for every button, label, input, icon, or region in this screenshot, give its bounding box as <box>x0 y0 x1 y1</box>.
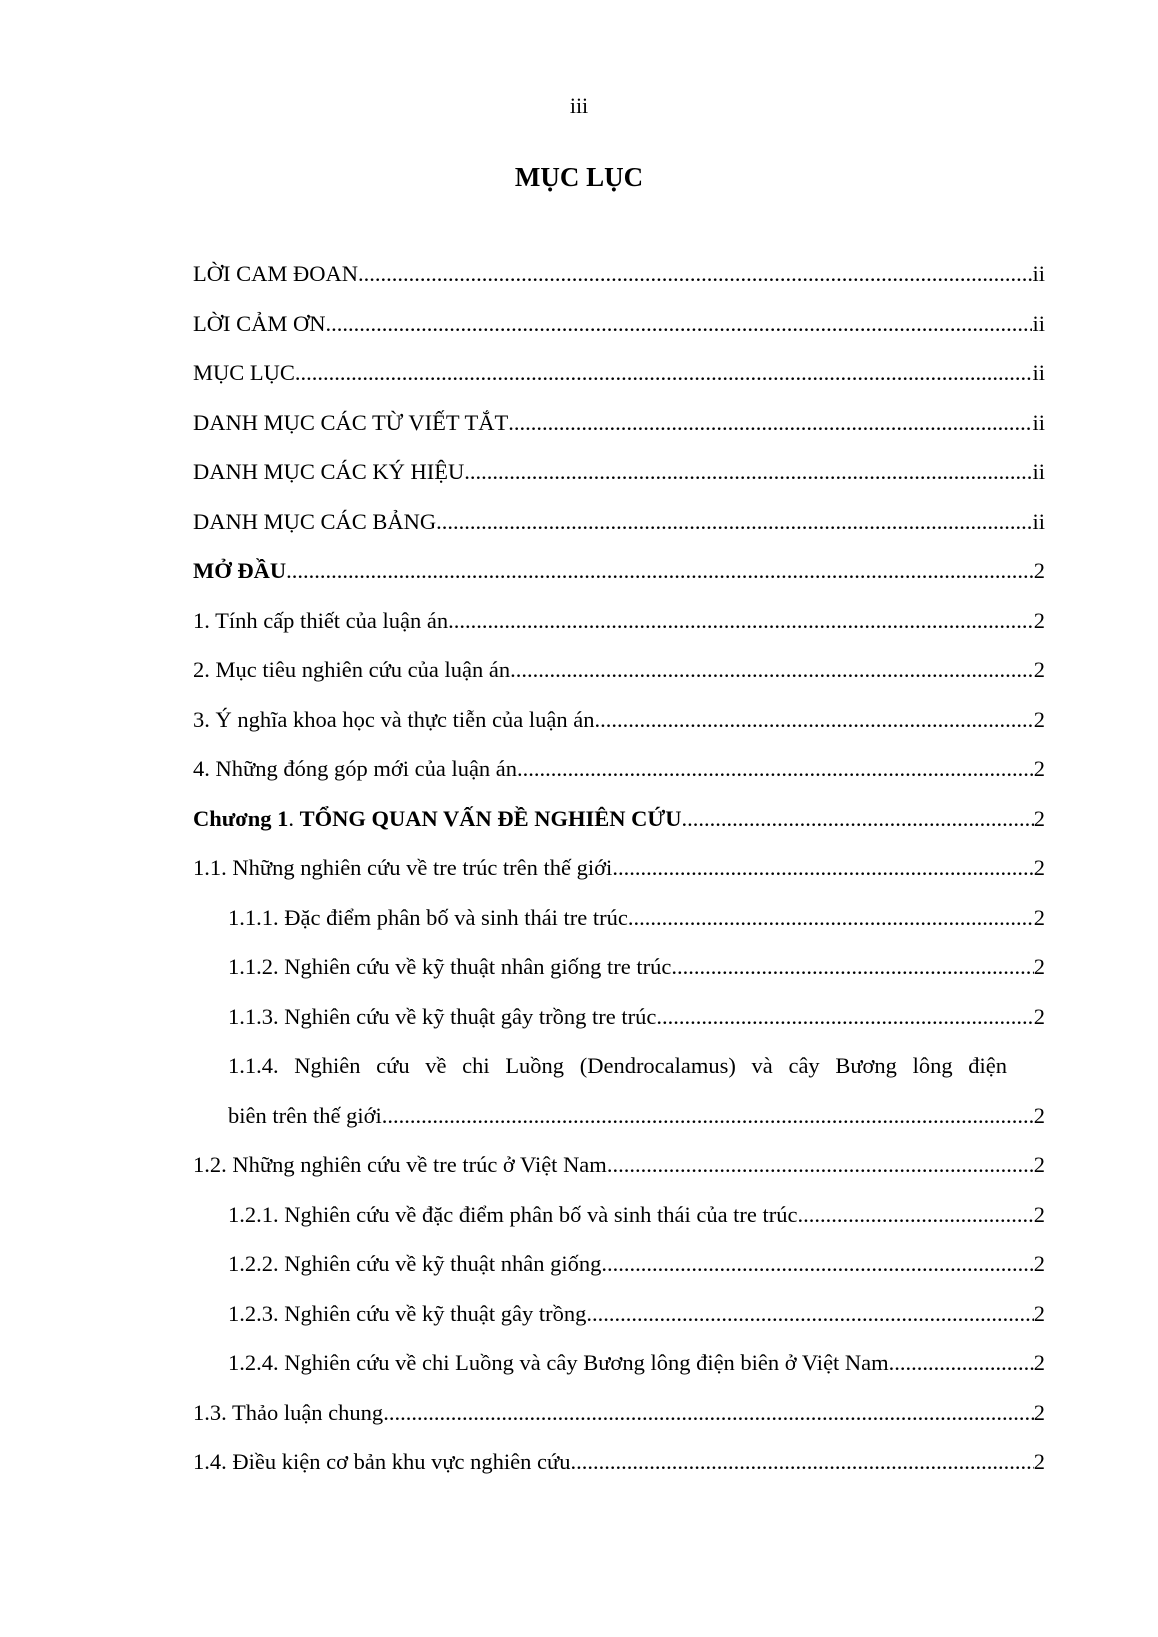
toc-entry-section-2[interactable] <box>193 645 1045 695</box>
toc-label: 1.2.3. Nghiên cứu về kỹ thuật gây trồng <box>228 1300 587 1326</box>
toc-page-number: 2 <box>1033 1003 1045 1029</box>
dot-leader <box>601 1239 1033 1289</box>
toc-page-number: 2 <box>1033 1251 1045 1276</box>
toc-label: 4. Những đóng góp mới của luận án <box>193 756 518 781</box>
toc-label <box>193 794 682 844</box>
dot-leader <box>358 249 1032 299</box>
toc-label: 1.1. Những nghiên cứu về tre trúc trên thế giới <box>193 855 613 880</box>
toc-label: 3. Ý nghĩa khoa học và thực tiễn của luận án <box>193 706 595 732</box>
toc-page-number: 2 <box>1033 756 1045 781</box>
toc-label: 1.1.3. Nghiên cứu về kỹ thuật gây trồng tre trúc <box>228 1003 657 1029</box>
toc-page-number: 2 <box>1033 1201 1045 1227</box>
toc-entry-1-4[interactable] <box>193 1437 1045 1487</box>
toc-label: DANH MỤC CÁC TỪ VIẾT TẮT <box>193 409 509 435</box>
dot-leader <box>382 1091 1034 1141</box>
toc-label: 1. Tính cấp thiết của luận án <box>193 607 449 633</box>
dot-leader <box>594 695 1033 745</box>
toc-page-number: 2 <box>1033 607 1045 633</box>
toc-page-number: ii <box>1032 409 1045 435</box>
toc-label: 1.4. Điều kiện cơ bản khu vực nghiên cứu <box>193 1449 571 1474</box>
toc-page-number: 2 <box>1033 855 1045 880</box>
toc-page-number: 2 <box>1033 1449 1045 1474</box>
toc-entry-loi-cam-on[interactable] <box>193 299 1045 349</box>
toc-entry-mo-dau[interactable] <box>193 546 1045 596</box>
toc-label: 1.1.1. Đặc điểm phân bố và sinh thái tre trúc <box>228 904 628 930</box>
toc-entry-chapter-1[interactable] <box>193 794 1045 844</box>
toc-entry-1-3[interactable] <box>193 1388 1045 1438</box>
dot-leader <box>671 942 1033 992</box>
dot-leader <box>586 1289 1033 1339</box>
toc-entry-abbreviations[interactable] <box>193 398 1045 448</box>
toc-entry-muc-luc[interactable] <box>193 348 1045 398</box>
toc-page-number: ii <box>1032 360 1045 385</box>
chapter-prefix: Chương 1 <box>193 805 289 831</box>
toc-page-number: 2 <box>1033 1102 1045 1128</box>
toc-entry-1-2-2[interactable] <box>193 1239 1045 1289</box>
toc-entry-1-1-3[interactable] <box>193 992 1045 1042</box>
toc-page-number: 2 <box>1033 1399 1045 1425</box>
toc-label: LỜI CAM ĐOAN <box>193 261 358 286</box>
dot-leader <box>517 744 1034 794</box>
toc-page-number: ii <box>1032 459 1045 484</box>
toc-entry-1-1[interactable] <box>193 843 1045 893</box>
chapter-separator: . <box>288 805 300 831</box>
toc-label: 1.1.2. Nghiên cứu về kỹ thuật nhân giống tre trúc <box>228 954 672 979</box>
toc-label: DANH MỤC CÁC KÝ HIỆU <box>193 459 465 484</box>
toc-entry-1-2-1[interactable] <box>193 1190 1045 1240</box>
toc-label-line-2: biên trên thế giới <box>228 1102 382 1128</box>
chapter-title: TỔNG QUAN VẤN ĐỀ NGHIÊN CỨU <box>299 805 682 831</box>
dot-leader <box>286 546 1034 596</box>
toc-entry-1-2-4[interactable] <box>193 1338 1045 1388</box>
toc-label: 1.2. Những nghiên cứu về tre trúc ở Việt Nam <box>193 1152 607 1177</box>
toc-page-number: 2 <box>1033 657 1045 682</box>
toc-entry-1-2[interactable] <box>193 1140 1045 1190</box>
toc-page-number: 2 <box>1033 1350 1045 1375</box>
toc-label: 1.2.1. Nghiên cứu về đặc điểm phân bố và sinh thái của tre trúc <box>228 1201 798 1227</box>
toc-page-number: 2 <box>1033 904 1045 930</box>
dot-leader <box>798 1190 1034 1240</box>
dot-leader <box>889 1338 1034 1388</box>
dot-leader <box>436 497 1032 547</box>
dot-leader <box>295 348 1033 398</box>
toc-entry-section-1[interactable] <box>193 596 1045 646</box>
toc-page-number: 2 <box>1033 706 1045 732</box>
dot-leader <box>682 794 1034 844</box>
toc-label: MỤC LỤC <box>193 360 295 385</box>
toc-entry-tables[interactable] <box>193 497 1045 547</box>
dot-leader <box>448 596 1034 646</box>
toc-label: 1.2.4. Nghiên cứu về chi Luồng và cây Bương lông điện biên ở Việt Nam <box>228 1350 889 1375</box>
dot-leader <box>656 992 1033 1042</box>
toc-entry-loi-cam-doan[interactable] <box>193 249 1045 299</box>
dot-leader <box>570 1437 1033 1487</box>
toc-page-number: 2 <box>1033 558 1045 583</box>
toc-page-number: ii <box>1032 508 1045 534</box>
toc-page-number: ii <box>1032 310 1045 336</box>
toc-label: MỞ ĐẦU <box>193 558 287 583</box>
toc-label: 1.3. Thảo luận chung <box>193 1399 384 1425</box>
toc-label-line-2-row <box>228 1091 1045 1141</box>
toc-page-number: 2 <box>1033 805 1045 831</box>
toc-entry-1-1-1[interactable] <box>193 893 1045 943</box>
toc-entry-1-1-2[interactable] <box>193 942 1045 992</box>
toc-label: DANH MỤC CÁC BẢNG <box>193 508 437 534</box>
toc-label: LỜI CẢM ƠN <box>193 310 326 336</box>
page-title: MỤC LỤC <box>514 162 644 192</box>
toc-page-number: 2 <box>1033 954 1045 979</box>
toc-entry-section-4[interactable] <box>193 744 1045 794</box>
toc-page-number: 2 <box>1033 1300 1045 1326</box>
toc-entry-symbols[interactable] <box>193 447 1045 497</box>
toc-entry-1-1-4[interactable] <box>193 1041 1045 1140</box>
page-number: iii <box>569 93 589 118</box>
toc-entry-1-2-3[interactable] <box>193 1289 1045 1339</box>
toc-page-number: 2 <box>1033 1152 1045 1177</box>
toc-label-line-1: 1.1.4. Nghiên cứu về chi Luồng (Dendrocalamus) và cây Bương lông điện <box>228 1053 1007 1078</box>
dot-leader <box>464 447 1032 497</box>
dot-leader <box>612 843 1033 893</box>
dot-leader <box>628 893 1034 943</box>
toc-label: 1.2.2. Nghiên cứu về kỹ thuật nhân giống <box>228 1251 602 1276</box>
toc-page-number: ii <box>1032 261 1045 286</box>
toc-entry-section-3[interactable] <box>193 695 1045 745</box>
dot-leader <box>383 1388 1034 1438</box>
toc-label: 2. Mục tiêu nghiên cứu của luận án <box>193 657 511 682</box>
dot-leader <box>510 645 1034 695</box>
table-of-contents <box>193 249 1045 1487</box>
dot-leader <box>607 1140 1034 1190</box>
dot-leader <box>326 299 1033 349</box>
dot-leader <box>508 398 1032 448</box>
